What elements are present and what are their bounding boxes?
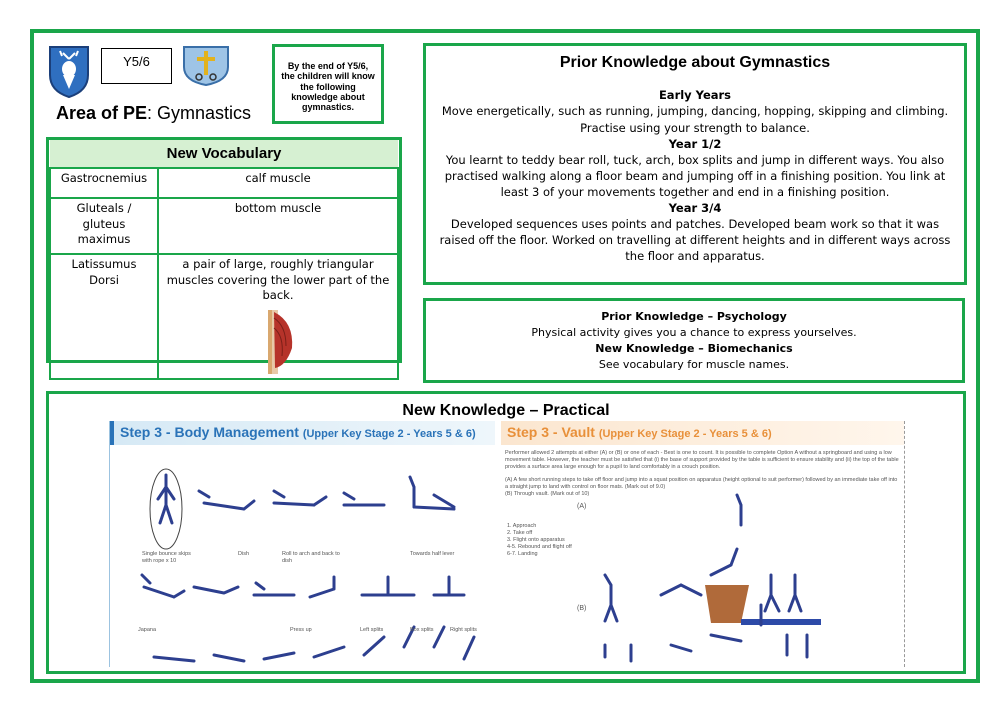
vocab-definition: calf muscle (158, 168, 398, 198)
caption: Press up (290, 627, 312, 633)
school-crest-left-icon (48, 45, 90, 99)
intro-box: By the end of Y5/6, the children will know the following knowledge about gymnastics. (272, 44, 384, 124)
prior-text: Move energetically, such as running, jumping, dancing, hopping, skipping and climbing. Practise using your strength to balance. (441, 104, 949, 135)
psychology-box (423, 298, 965, 383)
vault-panel (501, 421, 905, 667)
body-management-header: Step 3 - Body Management (Upper Key Stage 2 - Years 5 & 6) (110, 421, 495, 445)
caption: Roll to arch and back to dish (282, 551, 340, 564)
biomechanics-text: See vocabulary for muscle names. (598, 357, 790, 371)
vault-label-b: (B) (577, 605, 587, 612)
vocab-definition-cell (158, 254, 398, 379)
prior-knowledge-box (423, 43, 967, 285)
caption: Right splits (450, 627, 477, 633)
vault-option-a: (A) A few short running steps to take off floor and jump into a squat position on apparatus (height optional to suit performer) followed by an immediate take off into a straight jump to land with control on floor mats. (Mark out of 9.0) (505, 477, 898, 490)
vocab-definition: a pair of large, roughly triangular muscles covering the lower part of the back. (166, 257, 390, 303)
year-label: Y5/6 (101, 48, 172, 84)
caption: Japana (138, 627, 157, 633)
vault-phase: 6-7. Landing (507, 551, 538, 557)
prior-heading: Year 3/4 (668, 201, 722, 216)
biomechanics-heading: New Knowledge – Biomechanics (595, 341, 793, 355)
psychology-text: Physical activity gives you a chance to express yourselves. (531, 325, 857, 339)
prior-heading: Year 1/2 (668, 136, 722, 151)
vault-phase: 4-5. Rebound and flight off (507, 544, 572, 550)
vocab-term: Latissumus Dorsi (50, 254, 158, 379)
vault-phase: 3. Flight onto apparatus (507, 537, 565, 543)
body-management-panel (109, 421, 495, 667)
vault-phase: 1. Approach (507, 523, 537, 529)
area-title: Area of PE: Gymnastics (56, 103, 252, 123)
prior-text: You learnt to teddy bear roll, tuck, arch, box splits and jump in different ways. You also practised walking along a floor beam and jumping off in a finishing position. You link at least 3 of your movements together and end in a finishing position. (444, 152, 946, 199)
vocab-definition: bottom muscle (158, 198, 398, 254)
vocab-term: Gastrocnemius (50, 168, 158, 198)
vault-intro: Performer allowed 2 attempts at either (A) or (B) or one of each - Best is one to count. It is possible to complete Option A without a springboard and using a low movement table. However, the teacher must be satisfied that (i) the base of support provided by the table is sufficient to ensure stability and (ii) the top of the table provides a surface area large enough for a pupil to land comfortably in a crouch position. (505, 450, 899, 470)
vault-phase: 2. Take off (507, 530, 533, 536)
vault-illustrations-icon (591, 485, 901, 665)
prior-text: Developed sequences uses points and patches. Developed beam work so that it was raised off the floor. Worked on travelling at different heights and in different ways across the floor and apparatus. (439, 217, 951, 264)
vocab-term: Gluteals / gluteus maximus (50, 198, 158, 254)
vault-option-b: (B) Through vault. (Mark out of 10) (505, 491, 590, 497)
school-crest-right-icon (182, 45, 230, 87)
caption: Left splits (360, 627, 384, 633)
vocabulary-table (46, 137, 402, 363)
vocabulary-title: New Vocabulary (50, 140, 398, 168)
back-muscle-illustration-icon (258, 308, 298, 376)
vault-label-a: (A) (577, 503, 587, 510)
vault-header: Step 3 - Vault (Upper Key Stage 2 - Years 5 & 6) (501, 421, 904, 445)
caption: Dish (238, 551, 250, 557)
prior-heading: Early Years (658, 88, 732, 103)
caption: Box splits (410, 627, 434, 633)
prior-title: Prior Knowledge about Gymnastics (559, 54, 831, 71)
caption: Towards half lever (410, 551, 455, 557)
psychology-heading: Prior Knowledge – Psychology (601, 310, 787, 323)
caption: Single bounce skips with rope x 10 (142, 551, 191, 564)
practical-box (46, 391, 966, 674)
practical-title: New Knowledge – Practical (402, 402, 610, 419)
